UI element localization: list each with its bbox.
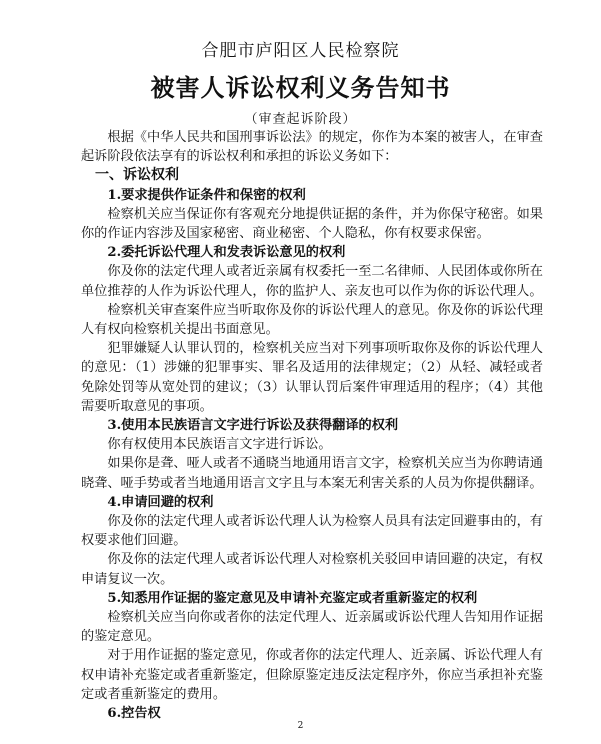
body-paragraph: 对于用作证据的鉴定意见，你或者你的法定代理人、近亲属、诉讼代理人有权申请补充鉴定或者重新鉴定，但除原鉴定违反法定程序外，你应当承担补充鉴定或者重新鉴定的费用。 [81,648,543,702]
body-paragraph: 你有权使用本民族语言文字进行诉讼。 [107,437,332,453]
body-paragraph: 你及你的法定代理人或者诉讼代理人认为检察人员具有法定回避事由的，有权要求他们回避。 [81,514,543,549]
subsection-heading: 4.申请回避的权利 [107,494,214,510]
body-paragraph: 检察机关应当向你或者你的法定代理人、近亲属或诉讼代理人告知用作证据的鉴定意见。 [81,610,543,645]
issuing-organization: 合肥市庐阳区人民检察院 [201,41,400,61]
body-paragraph: 检察机关审查案件应当听取你及你的诉讼代理人的意见。你及你的诉讼代理人有权向检察机关提出书面意见。 [81,302,543,338]
subsection-heading: 2.委托诉讼代理人和发表诉讼意见的权利 [107,245,346,261]
subsection-heading: 1.要求提供作证条件和保密的权利 [107,187,306,203]
document-title: 被害人诉讼权利义务告知书 [150,73,451,102]
subsection-heading: 6.控告权 [107,706,161,722]
subsection-heading: 5.知悉用作证据的鉴定意见及申请补充鉴定或者重新鉴定的权利 [107,590,478,606]
document-body [81,128,543,723]
intro-paragraph: 根据《中华人民共和国刑事诉讼法》的规定，你作为本案的被害人，在审查起诉阶段依法享有的诉讼权利和承担的诉讼义务如下： [81,130,543,165]
body-paragraph: 检察机关应当保证你有客观充分地提供证据的条件，并为你保守秘密。如果你的作证内容涉及国家秘密、商业秘密、个人隐私，你有权要求保密。 [81,206,543,242]
body-paragraph: 如果你是聋、哑人或者不通晓当地通用语言文字，检察机关应当为你聘请通晓聋、哑手势或者当地通用语言文字且与本案无利害关系的人员为你提供翻译。 [81,456,543,491]
body-paragraph: 犯罪嫌疑人认罪认罚的，检察机关应当对下列事项听取你及你的诉讼代理人的意见：（1）涉嫌的犯罪事实、罪名及适用的法律规定；（2）从轻、减轻或者免除处罚等从宽处罚的建议；（3）认罪认罚后案件审理适用的程序；（4）其他需要听取意见的事项。 [81,341,543,414]
body-paragraph: 你及你的法定代理人或者诉讼代理人对检察机关驳回申请回避的决定，有权申请复议一次。 [81,552,543,587]
document-subtitle: （审查起诉阶段） [244,112,357,127]
section-heading: 一、诉讼权利 [95,167,179,184]
subsection-heading: 3.使用本民族语言文字进行诉讼及获得翻译的权利 [107,418,399,434]
page-number: 2 [297,721,304,731]
body-paragraph: 你及你的法定代理人或者近亲属有权委托一至二名律师、人民团体或你所在单位推荐的人作为诉讼代理人，你的监护人、亲友也可以作为你的诉讼代理人。 [81,264,543,299]
